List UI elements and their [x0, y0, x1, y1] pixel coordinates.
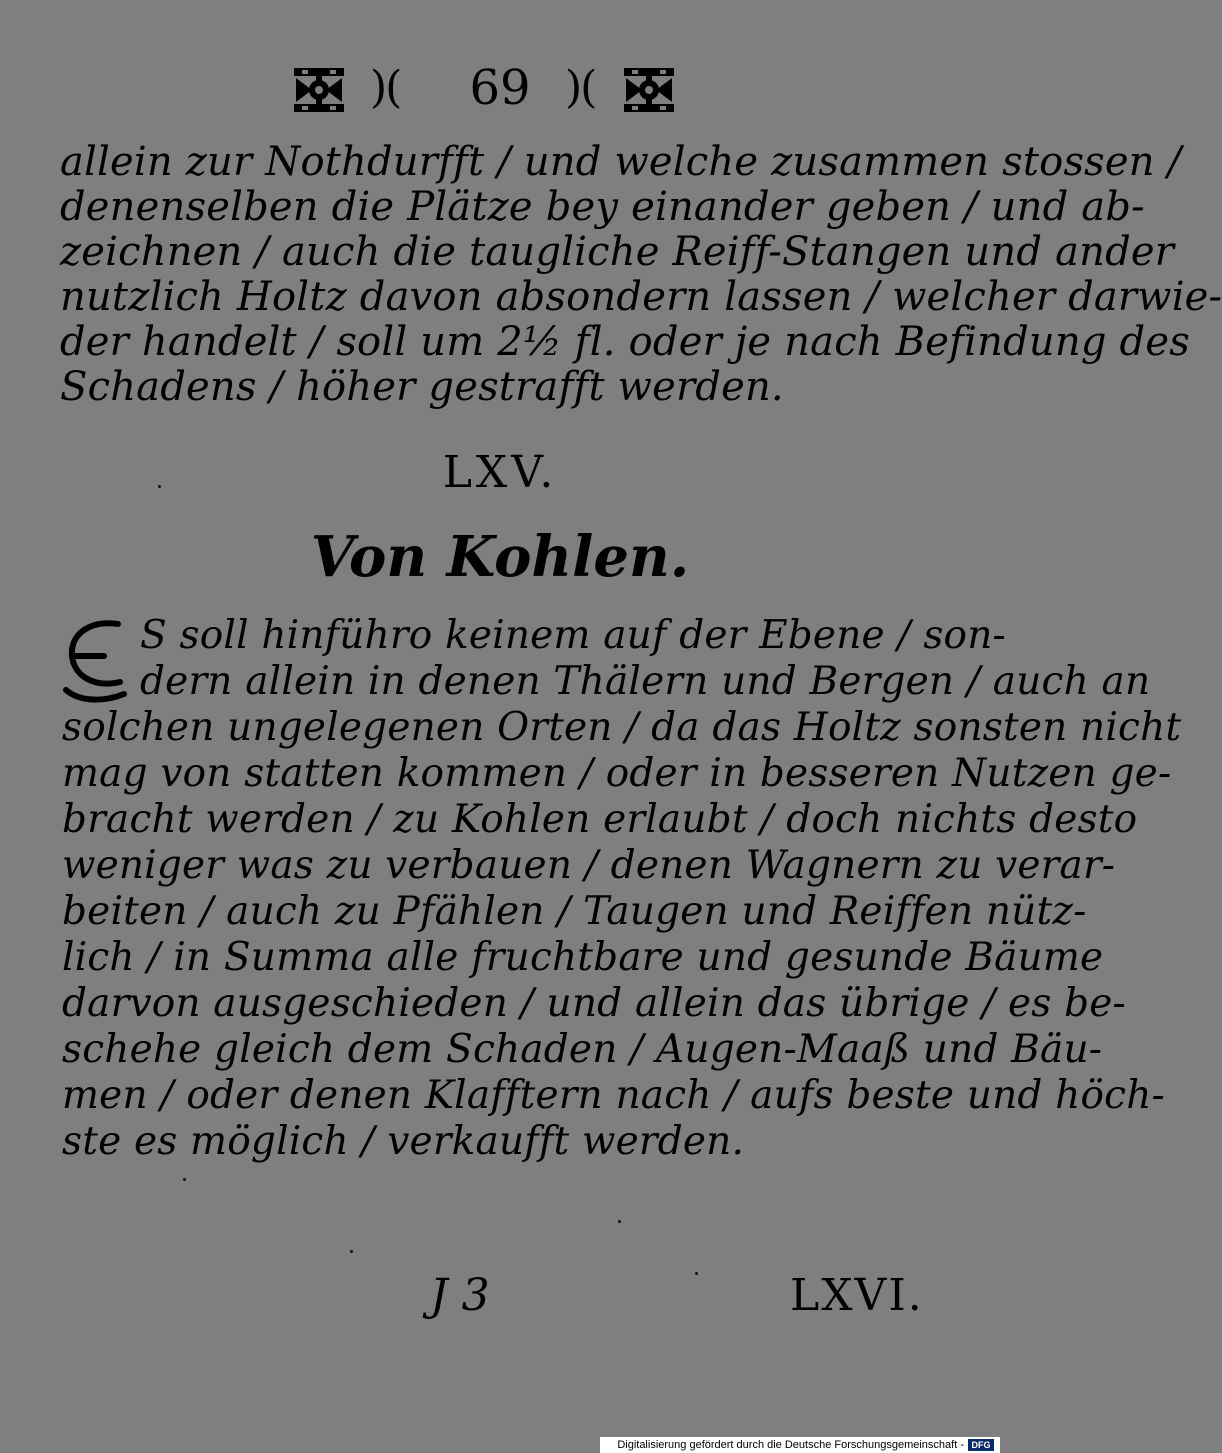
paragraph-von-kohlen [62, 613, 1182, 1165]
dfg-logo: DFG [968, 1439, 994, 1451]
scan-speck [618, 1220, 621, 1223]
text-line: bracht werden / zu Kohlen erlaubt / doch nichts desto [62, 797, 1138, 842]
text-line: beiten / auch zu Pfählen / Taugen und Reiffen nütz- [62, 889, 1087, 934]
scan-speck [695, 1272, 698, 1275]
signature-mark: J 3 [430, 1270, 490, 1321]
fleuron-ornament-icon [290, 64, 348, 116]
catchword: LXVI. [790, 1270, 924, 1321]
text-line: allein zur Nothdurfft / und welche zusammen stossen / [60, 139, 1182, 185]
text-line: weniger was zu verbauen / denen Wagnern zu verar- [62, 843, 1116, 888]
text-line: men / oder denen Klafftern nach / aufs beste und höch- [62, 1073, 1165, 1118]
text-line: denenselben die Plätze bey einander geben / und ab- [60, 184, 1145, 230]
scan-speck [158, 485, 161, 488]
text-line: darvon ausgeschieden / und allein das übrige / es be- [62, 981, 1126, 1026]
header-bracket-left: )( [370, 62, 401, 113]
scan-speck [350, 1250, 353, 1253]
text-line: lich / in Summa alle fruchtbare und gesunde Bäume [62, 935, 1104, 980]
text-line: Schadens / höher gestrafft werden. [60, 364, 784, 410]
text-line: schehe gleich dem Schaden / Augen-Maaß und Bäu- [62, 1027, 1103, 1072]
text-line: der handelt / soll um 2½ fl. oder je nach Befindung des [60, 319, 1190, 365]
text-line: S soll hinführo keinem auf der Ebene / son- [140, 613, 1006, 658]
text-line: nutzlich Holtz davon absondern lassen / welcher darwie- [60, 274, 1222, 320]
digitization-credit-text: Digitalisierung gefördert durch die Deutsche Forschungsgemeinschaft - [617, 1439, 964, 1451]
section-number: LXV. [442, 447, 558, 498]
fleuron-ornament-icon [620, 64, 678, 116]
text-line: ste es möglich / verkaufft werden. [62, 1119, 745, 1164]
page-number: 69 [469, 60, 531, 116]
section-title: Von Kohlen. [310, 524, 690, 590]
text-line: solchen ungelegenen Orten / da das Holtz sonsten nicht [62, 705, 1182, 750]
text-line: mag von statten kommen / oder in besseren Nutzen ge- [62, 751, 1172, 796]
header-bracket-right: )( [565, 62, 596, 113]
text-line: zeichnen / auch die taugliche Reiff-Stangen und ander [60, 229, 1175, 275]
digitization-credit-bar [600, 1437, 1000, 1453]
paragraph-continuation [60, 139, 1222, 410]
text-line: dern allein in denen Thälern und Bergen / auch an [140, 659, 1151, 704]
scan-speck [183, 1178, 186, 1181]
page-header [0, 58, 1000, 128]
